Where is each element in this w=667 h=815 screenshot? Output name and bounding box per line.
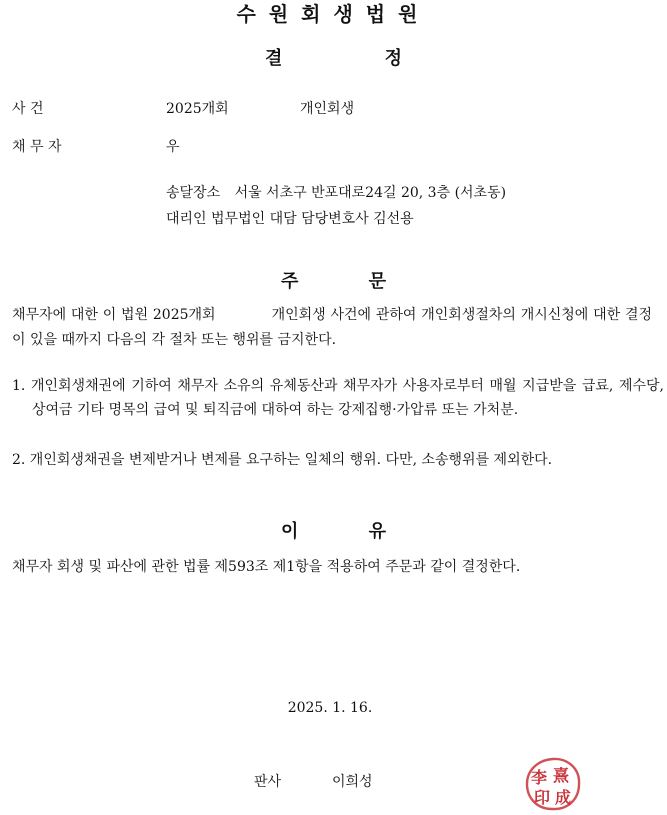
reason-heading-char-1: 이	[280, 521, 299, 542]
debtor-label: 채 무 자	[12, 139, 62, 155]
service-address-value: 서울 서초구 반포대로24길 20, 3층 (서초동)	[234, 185, 507, 201]
reason-heading-char-2: 유	[368, 521, 387, 542]
order-item-1: 1. 개인회생채권에 기하여 채무자 소유의 유체동산과 채무자가 사용자로부터 매월 지급받을 급료, 제수당, 상여금 기타 명목의 급여 및 퇴직금에 대하여 하는 강제집행·가압류 또는 가처분.	[12, 378, 664, 418]
decision-date: 2025. 1. 16.	[287, 700, 373, 716]
title-char-1: 결	[264, 48, 283, 69]
seal-char-3: 印	[534, 788, 551, 807]
title-char-2: 정	[384, 48, 403, 69]
reason-heading	[0, 517, 667, 543]
order-heading-char-2: 문	[368, 271, 387, 292]
case-number: 2025개회	[166, 101, 229, 117]
judge-seal-stamp	[524, 756, 582, 812]
seal-char-4: 成	[555, 788, 572, 807]
case-type: 개인회생	[300, 101, 355, 117]
order-heading	[0, 267, 667, 293]
order-intro-2: 개인회생 사건에 관하여 개인회생절차의 개시신청에 대한 결정이 있을 때까지 다음의 각 절차 또는 행위를 금지한다.	[12, 307, 652, 348]
service-address-label: 송달장소	[166, 185, 221, 201]
legal-agent: 대리인 법무법인 대담 담당변호사 김선용	[166, 211, 414, 227]
seal-char-2: 熹	[553, 766, 570, 785]
order-item-2: 2. 개인회생채권을 변제받거나 변제를 요구하는 일체의 행위. 다만, 소송행위를 제외한다.	[12, 452, 553, 468]
seal-char-1: 李	[531, 768, 548, 787]
order-intro-1: 채무자에 대한 이 법원 2025개회	[12, 307, 216, 323]
judge-name: 이희성	[332, 774, 373, 790]
order-heading-char-1: 주	[280, 271, 299, 292]
reason-text: 채무자 회생 및 파산에 관한 법률 제593조 제1항을 적용하여 주문과 같이 결정한다.	[12, 559, 521, 575]
decision-title	[0, 44, 667, 70]
court-name: 수원회생법원	[236, 2, 431, 26]
judge-label: 판사	[254, 774, 282, 790]
debtor-name: 우	[166, 139, 180, 155]
service-address	[166, 181, 506, 205]
case-label: 사 건	[12, 101, 44, 117]
order-paragraph	[12, 303, 652, 353]
